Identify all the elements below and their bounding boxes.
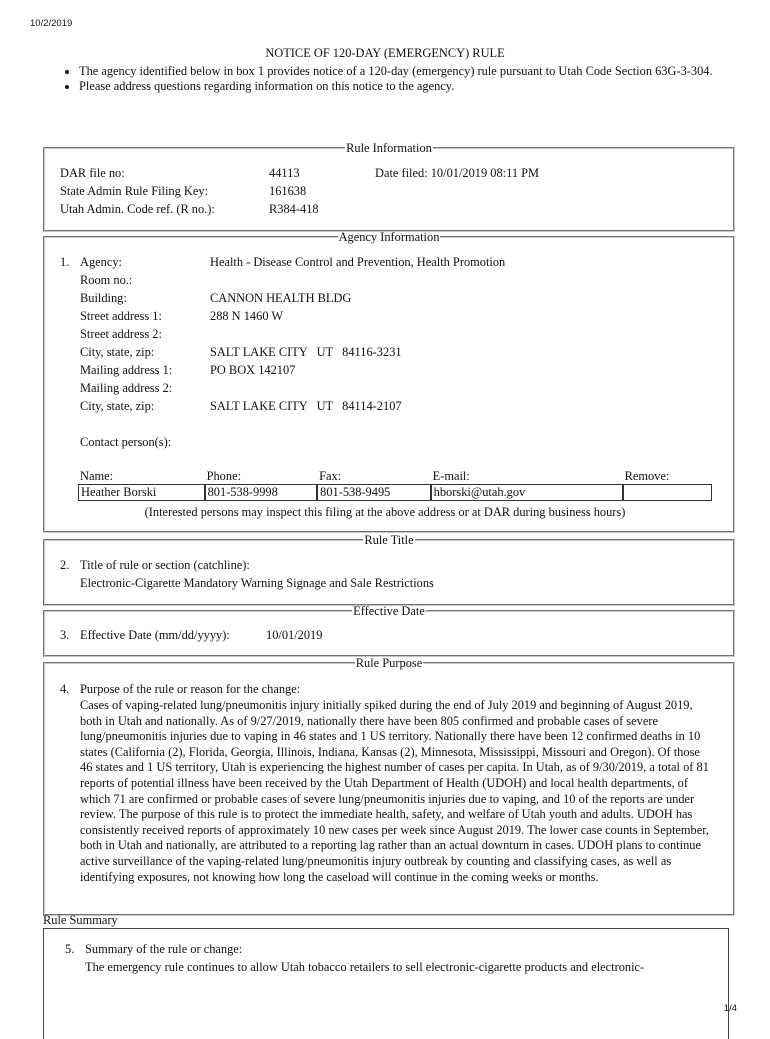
agency-field-value: Health - Disease Control and Prevention, Health Promotion: [210, 255, 506, 269]
notice-title: NOTICE OF 120-DAY (EMERGENCY) RULE: [265, 46, 505, 60]
contact-name-field[interactable]: Heather Borski: [78, 484, 205, 501]
agency-field-value: SALT LAKE CITY UT 84116-3231: [210, 345, 402, 359]
rule-summary-heading: Rule Summary: [43, 913, 118, 927]
page-number: 1/4: [723, 1003, 737, 1014]
filing-key-label: State Admin Rule Filing Key:: [60, 184, 208, 198]
rule-title-legend: Rule Title: [364, 533, 414, 547]
code-ref-label: Utah Admin. Code ref. (R no.):: [60, 202, 215, 216]
effective-date-label: Effective Date (mm/dd/yyyy):: [80, 628, 230, 642]
code-ref-value: R384-418: [269, 202, 319, 216]
agency-field-label: Mailing address 2:: [80, 381, 173, 395]
contact-email-field[interactable]: hborski@utah.gov: [431, 484, 623, 501]
rule-title-value: Electronic-Cigarette Mandatory Warning Signage and Sale Restrictions: [80, 576, 434, 590]
rule-purpose-label: Purpose of the rule or reason for the change:: [80, 682, 301, 696]
contact-phone-field[interactable]: 801-538-9998: [205, 484, 318, 501]
contact-header-row: [78, 469, 712, 484]
contact-table: [78, 469, 712, 501]
notice-bullet-1: • The agency identified below in box 1 provides notice of a 120-day (emergency) rule pursuant to Utah Code Section 63G-3-304.: [79, 64, 729, 79]
rule-summary-number: 5.: [65, 942, 75, 956]
agency-field-value: PO BOX 142107: [210, 363, 296, 377]
agency-field-label: Room no.:: [80, 273, 133, 287]
agency-field-value: CANNON HEALTH BLDG: [210, 291, 352, 305]
agency-field-label: City, state, zip:: [80, 345, 155, 359]
rule-purpose-number: 4.: [60, 682, 70, 696]
agency-field-label: Mailing address 1:: [80, 363, 173, 377]
dar-file-value: 44113: [269, 166, 300, 180]
contact-remove-header: Remove:: [624, 469, 670, 483]
contact-fax-header: Fax:: [319, 469, 342, 483]
effective-date-legend: Effective Date: [353, 604, 425, 618]
effective-date-number: 3.: [60, 628, 70, 642]
agency-field-label: City, state, zip:: [80, 399, 155, 413]
contact-persons-label: Contact person(s):: [80, 435, 172, 449]
agency-information-legend: Agency Information: [338, 230, 440, 244]
contact-name-header: Name:: [80, 469, 114, 483]
print-date: 10/2/2019: [30, 18, 73, 29]
rule-information-legend: Rule Information: [346, 141, 432, 155]
agency-item-number: 1.: [60, 255, 70, 269]
contact-email-header: E-mail:: [432, 469, 470, 483]
contact-fax-field[interactable]: 801-538-9495: [317, 484, 431, 501]
inspection-note: (Interested persons may inspect this filing at the above address or at DAR during business hours): [144, 505, 626, 519]
agency-field-label: Building:: [80, 291, 127, 305]
dar-file-label: DAR file no:: [60, 166, 125, 180]
date-filed: Date filed: 10/01/2019 08:11 PM: [375, 166, 540, 180]
rule-summary-label: Summary of the rule or change:: [85, 942, 243, 956]
rule-summary-text: The emergency rule continues to allow Utah tobacco retailers to sell electronic-cigarette products and electronic-: [85, 960, 645, 974]
notice-bullet-2: • Please address questions regarding information on this notice to the agency.: [79, 79, 729, 94]
contact-value-row: [78, 484, 712, 501]
agency-field-label: Street address 2:: [80, 327, 162, 341]
rule-purpose-text: Cases of vaping-related lung/pneumonitis injury initially spiked during the end of July 2019 and beginning of August 2019, both in Utah and nationally. As of 9/27/2019, nationally there have been 805 confirmed and probable cases of severe lung/pneumonitis injuries due to vaping in 46 states and 1 US territory. Nationally there have been 12 confirmed deaths in 10 states (California (2), Florida, Georgia, Illinois, Indiana, Kansas (2), Minnesota, Mississippi, Missouri and Oregon). Of those 46 states and 1 US territory, Utah is experiencing the highest number of cases per capita. In Utah, as of 9/30/2019, a total of 81 reports of potential illness have been received by the Utah Department of Health (UDOH) and local health departments, of which 71 are confirmed or probable cases of severe lung/pneumonitis injuries due to vaping, and 10 of the reports are under review. The purpose of this rule is to protect the immediate health, safety, and welfare of Utah youth and adults. UDOH has consistently received reports of approximately 10 new cases per week since August 2019. The lower case counts in September, both in Utah and nationally, are attributed to a reporting lag rather than an actual downturn in cases. UDOH plans to continue active surveillance of the vaping-related lung/pneumonitis injury outbreak by counting and classifying cases, as well as identifying exposures, not knowing how long the caseload will continue in the coming weeks or months.: [80, 698, 709, 884]
contact-phone-header: Phone:: [206, 469, 242, 483]
filing-key-value: 161638: [269, 184, 307, 198]
rule-title-number: 2.: [60, 558, 70, 572]
agency-field-label: Agency:: [80, 255, 122, 269]
notice-bullets: [62, 64, 729, 94]
contact-remove-checkbox[interactable]: [623, 484, 712, 501]
agency-field-label: Street address 1:: [80, 309, 162, 323]
agency-field-value: 288 N 1460 W: [210, 309, 284, 323]
rule-title-label: Title of rule or section (catchline):: [80, 558, 250, 572]
agency-field-value: SALT LAKE CITY UT 84114-2107: [210, 399, 402, 413]
effective-date-value: 10/01/2019: [266, 628, 323, 642]
rule-purpose-legend: Rule Purpose: [355, 656, 423, 670]
